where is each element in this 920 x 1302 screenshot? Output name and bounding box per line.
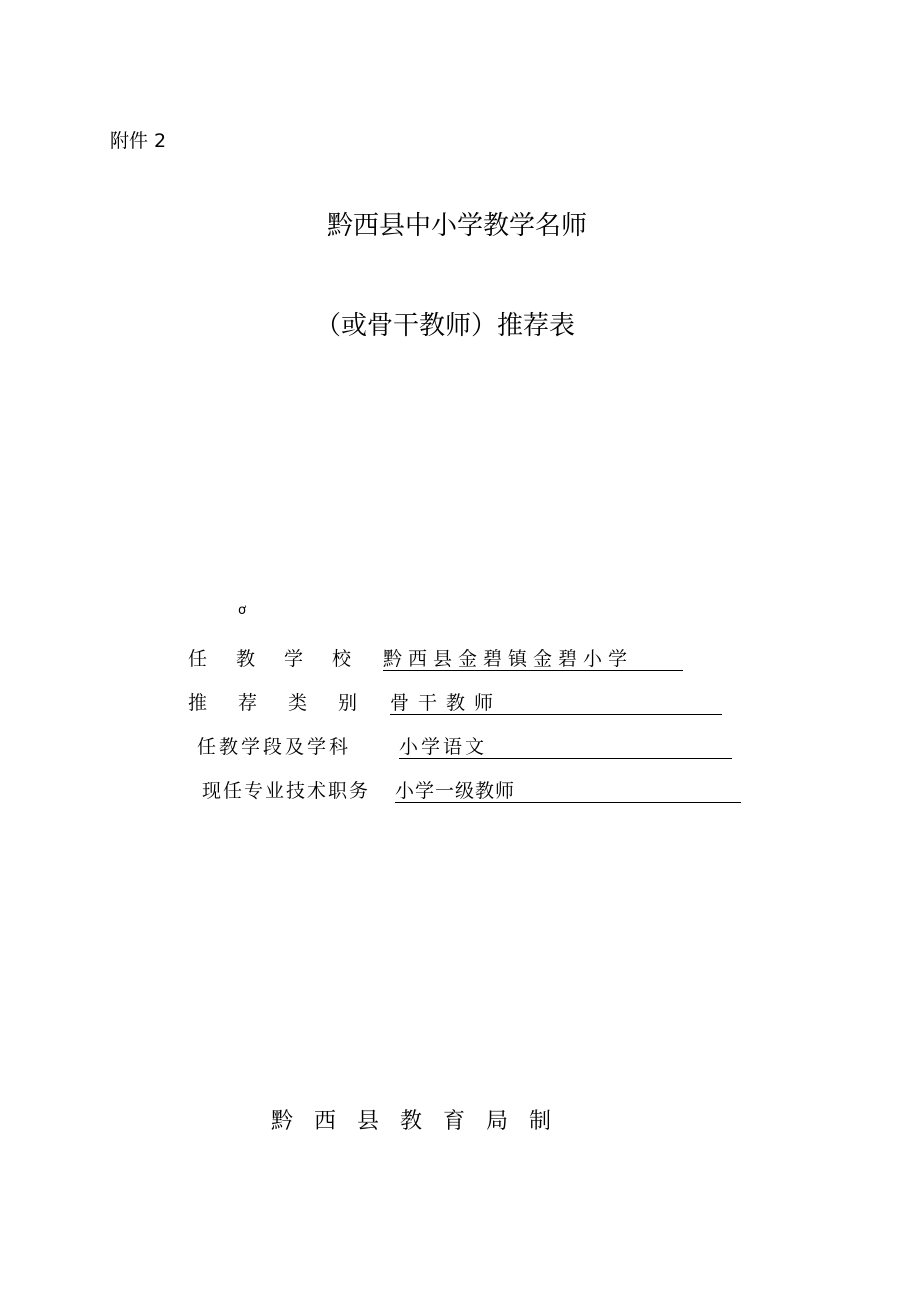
- field-title-label: 现任专业技术职务: [202, 780, 371, 802]
- issuer: 黔西县教育局制: [271, 1109, 573, 1134]
- field-school-label: 任教学校: [188, 648, 381, 670]
- field-school-value: 黔西县金碧镇金碧小学: [383, 644, 683, 671]
- stray-mark: ơ: [238, 603, 246, 618]
- title-line-2: （或骨干教师）推荐表: [314, 311, 575, 341]
- field-category-value: 骨干教师: [390, 688, 722, 715]
- field-subject-value: 小学语文: [399, 732, 732, 759]
- field-subject-label: 任教学段及学科: [197, 736, 352, 758]
- field-title-value: 小学一级教师: [395, 776, 741, 803]
- attachment-label: 附件 2: [110, 130, 167, 152]
- title-line-1: 黔西县中小学教学名师: [326, 211, 587, 241]
- field-category-label: 推荐类别: [188, 692, 389, 714]
